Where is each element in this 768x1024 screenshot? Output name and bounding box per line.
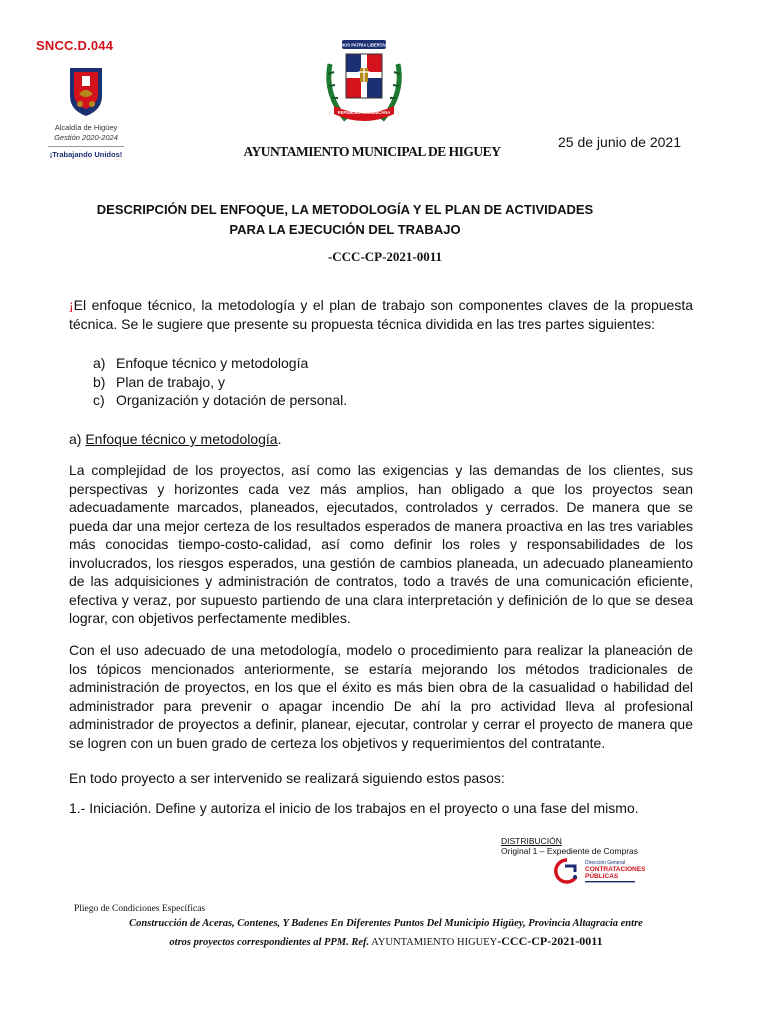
footer-label: Pliego de Condiciones Específicas: [74, 904, 206, 914]
public-procurement-logo-line-3: PÚBLICAS: [585, 873, 619, 880]
distribution-detail: Original 1 – Expediente de Compras: [501, 846, 639, 856]
document-title-line-2: PARA LA EJECUCIÓN DEL TRABAJO: [229, 222, 461, 237]
municipal-logo-line-2: Gestión 2020-2024: [54, 133, 118, 142]
list-item: c) Organización y dotación de personal.: [93, 392, 348, 408]
crest-ribbon: REPÚBLICA DOMINICANA: [337, 110, 391, 115]
national-coat-of-arms: [316, 34, 412, 130]
public-procurement-logo: [553, 856, 645, 886]
footer-reference: otros proyectos correspondientes al PPM. Ref. AYUNTAMIENTO HIGUEY-CCC-CP-2021-0011: [169, 934, 603, 948]
distribution-note: [501, 836, 638, 856]
distribution-heading: DISTRIBUCIÓN: [501, 836, 562, 846]
municipality-name: AYUNTAMIENTO MUNICIPAL DE HIGUEY: [243, 144, 501, 159]
public-procurement-logo-line-1: Dirección General: [585, 860, 626, 866]
body-paragraph-2: Con el uso adecuado de una metodología, modelo o procedimiento para realizar la planeación de los tópicos mencionados anteriormente, se estaría mejorando los métodos tradicionales de administración de proyectos, en los que el éxito es más bien obra de la casualidad o habilidad del administrador para prevenir o apagar incendio De ahí la pro actividad lleva al profesional administrador de proyectos a definir, planear, ejecutar, controlar y cerrar el proyecto de manera que se logren con un buen grado de certeza los objetivos y requerimientos del contratante.: [69, 642, 693, 751]
section-heading-label: Enfoque técnico y metodología: [85, 431, 278, 447]
document-code: SNCC.D.044: [36, 38, 114, 53]
parts-list: [93, 354, 347, 410]
footer-project-title: Construcción de Aceras, Contenes, Y Badenes En Diferentes Puntos Del Municipio Higüey, Provincia Altagracia entre: [129, 918, 643, 929]
section-heading: a) Enfoque técnico y metodología.: [69, 431, 282, 447]
document-date: 25 de junio de 2021: [558, 134, 681, 150]
reference-number: -CCC-CP-2021-0011: [327, 249, 443, 264]
municipal-logo-line-1: Alcaldía de Higüey: [54, 123, 118, 132]
public-procurement-logo-line-2: CONTRATACIONES: [585, 866, 645, 873]
crest-motto: DIOS PATRIA LIBERTAD: [339, 42, 389, 48]
intro-paragraph: [69, 296, 693, 333]
municipal-logo-slogan: ¡Trabajando Unidos!: [49, 150, 123, 159]
list-item: a) Enfoque técnico y metodología: [93, 355, 309, 371]
intro-text: El enfoque técnico, la metodología y el plan de trabajo son componentes claves de la propuesta técnica. Se le sugiere que presente su propuesta técnica dividida en las tres partes siguientes:: [69, 297, 693, 332]
body-paragraph-4: 1.- Iniciación. Define y autoriza el inicio de los trabajos en el proyecto o una fase del mismo.: [69, 800, 639, 816]
body-paragraph-1: La complejidad de los proyectos, así como las exigencias y las demandas de los clientes, sus perspectivas y horizontes cada vez más amplios, han obligado a que los proyectos sean adecuadamente marcados, planeados, ejecutados, controlados y cerrados. De manera que se pueda dar una mejor certeza de los resultados esperados de manera proactiva en las tres variables más conocidas tiempo-costo-calidad, así como definir los roles y responsabilidades de los involucrados, los riesgos esperados, una gestión de cambios planeada, un adecuado planeamiento de las adquisiciones y administración de contratos, todo a través de una comunicación eficiente, efectiva y veraz, por supuesto partiendo de una clara interpretación y definición de lo que se desea lograr, con objetivos perfectamente medibles.: [69, 462, 693, 626]
list-item: b) Plan de trabajo, y: [93, 373, 225, 390]
body-paragraph-3: En todo proyecto a ser intervenido se realizará siguiendo estos pasos:: [69, 770, 505, 786]
intro-mark: ¡: [69, 297, 74, 313]
document-title-line-1: DESCRIPCIÓN DEL ENFOQUE, LA METODOLOGÍA Y EL PLAN DE ACTIVIDADES: [96, 202, 594, 217]
